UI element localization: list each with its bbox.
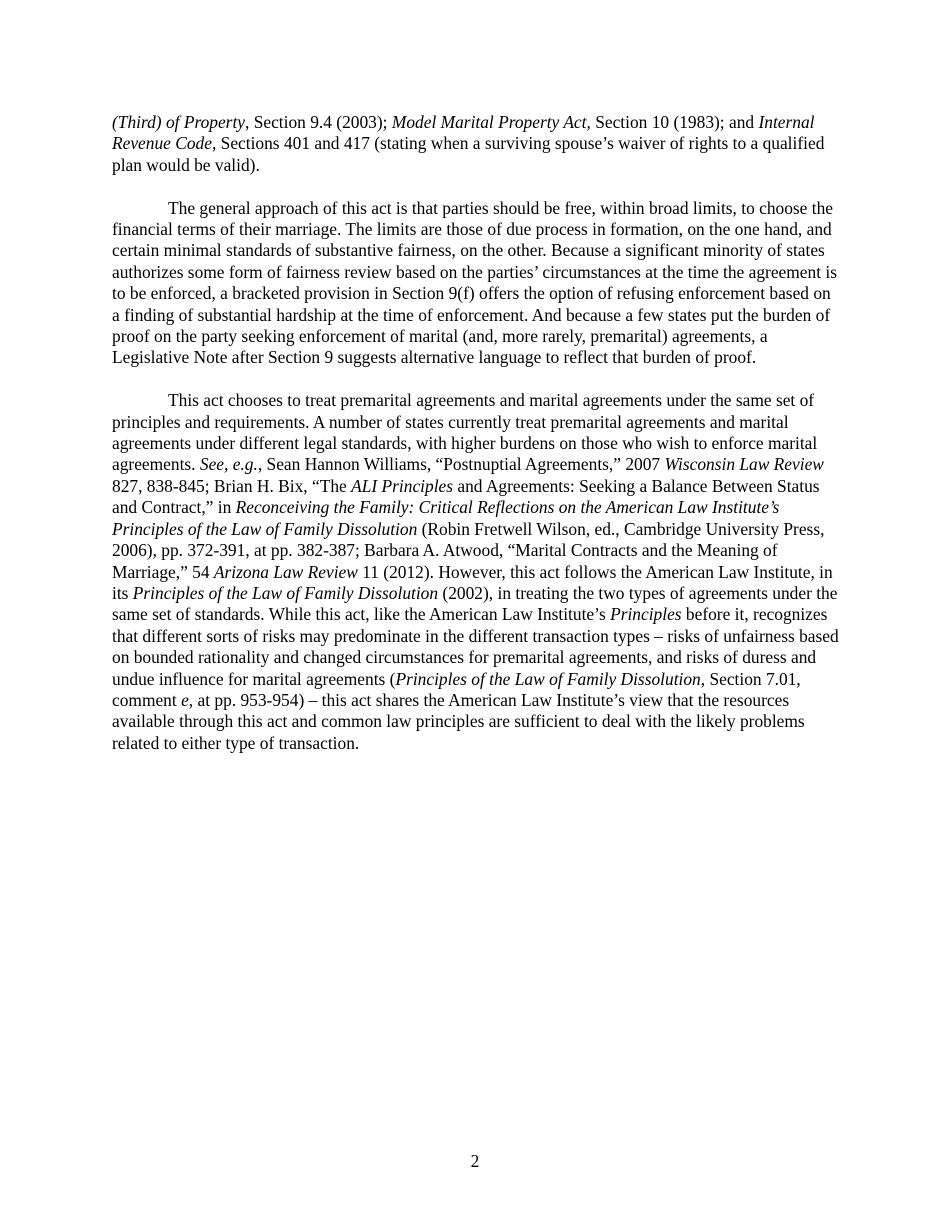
text-run: 11 (2012). However, this act follows the American Law Institute, in its [112, 561, 833, 603]
text-run: The general approach of this act is that parties should be free, within broad limits, to choose the financial terms of their marriage. The limits are those of due process in formation, on the one hand, and certain minimal standards of substantive fairness, on the other. Because a significant minority of states authorizes some form of fairness review based on the parties’ circumstances at the time the agreement is to be enforced, a bracketed provision in Section 9(f) offers the option of refusing enforcement based on a finding of substantial hardship at the time of enforcement. And because a few states put the burden of proof on the party seeking enforcement of marital (and, more rarely, premarital) agreements, a Legislative Note after Section 9 suggests alternative language to reflect that burden of proof. [112, 197, 837, 368]
italic-text-run: Principles of the Law of Family Dissolution [132, 582, 439, 603]
page-body [112, 112, 842, 776]
italic-text-run: (Third) of Property [112, 112, 245, 132]
italic-text-run: Internal Revenue Code [112, 112, 815, 154]
italic-text-run: ALI Principles [351, 475, 454, 496]
text-run: (2002), in treating the two types of agreements under the same set of standards. While this act, like the American Law Institute’s [112, 582, 838, 625]
text-run: 827, 838-845; Brian H. Bix, “The [112, 475, 352, 496]
paragraph-citation-continuation [112, 112, 842, 176]
italic-text-run: Principles [610, 604, 682, 625]
paragraph-premarital-marital [112, 390, 842, 754]
text-run: Section 10 (1983); and [590, 112, 759, 132]
text-run: , Sean Hannon Williams, “Postnuptial Agreements,” 2007 [257, 454, 665, 475]
italic-text-run: e [181, 689, 189, 710]
text-run: , Section 7.01, comment [112, 668, 801, 710]
italic-text-run: Reconceiving the Family: Critical Reflections on the American Law Institute’s Principles of the Law of Family Dissolution [112, 497, 780, 539]
text-run: , at pp. 953-954) – this act shares the American Law Institute’s view that the resources available through this act and common law principles are sufficient to deal with the likely problems related to either type of transaction. [112, 689, 805, 753]
text-run: and Agreements: Seeking a Balance Between Status and Contract,” in [112, 475, 820, 518]
text-run: (Robin Fretwell Wilson, ed., Cambridge University Press, 2006), pp. 372-391, at pp. 382-387; Barbara A. Atwood, “Marital Contracts and the Meaning of Marriage,” 54 [112, 518, 825, 582]
text-run: before it, recognizes that different sorts of risks may predominate in the different transaction types – risks of unfairness based on bounded rationality and changed circumstances for premarital agreements, and risks of duress and undue influence for marital agreements ( [112, 604, 839, 689]
text-run: , Sections 401 and 417 (stating when a surviving spouse’s waiver of rights to a qualified plan would be valid). [112, 133, 825, 175]
italic-text-run: Arizona Law Review [213, 561, 358, 582]
text-run: This act chooses to treat premarital agreements and marital agreements under the same set of principles and requirements. A number of states currently treat premarital agreements and marital agreements under different legal standards, with higher burdens on those who wish to enforce marital agreements. [112, 390, 818, 475]
italic-text-run: Wisconsin Law Review [664, 454, 824, 475]
italic-text-run: Principles of the Law of Family Dissolution [395, 668, 701, 689]
paragraph-general-approach [112, 198, 842, 369]
page-number: 2 [470, 1151, 480, 1171]
italic-text-run: See, e.g. [199, 454, 258, 475]
text-run: , Section 9.4 (2003); [245, 112, 392, 132]
italic-text-run: Model Marital Property Act, [391, 112, 591, 132]
